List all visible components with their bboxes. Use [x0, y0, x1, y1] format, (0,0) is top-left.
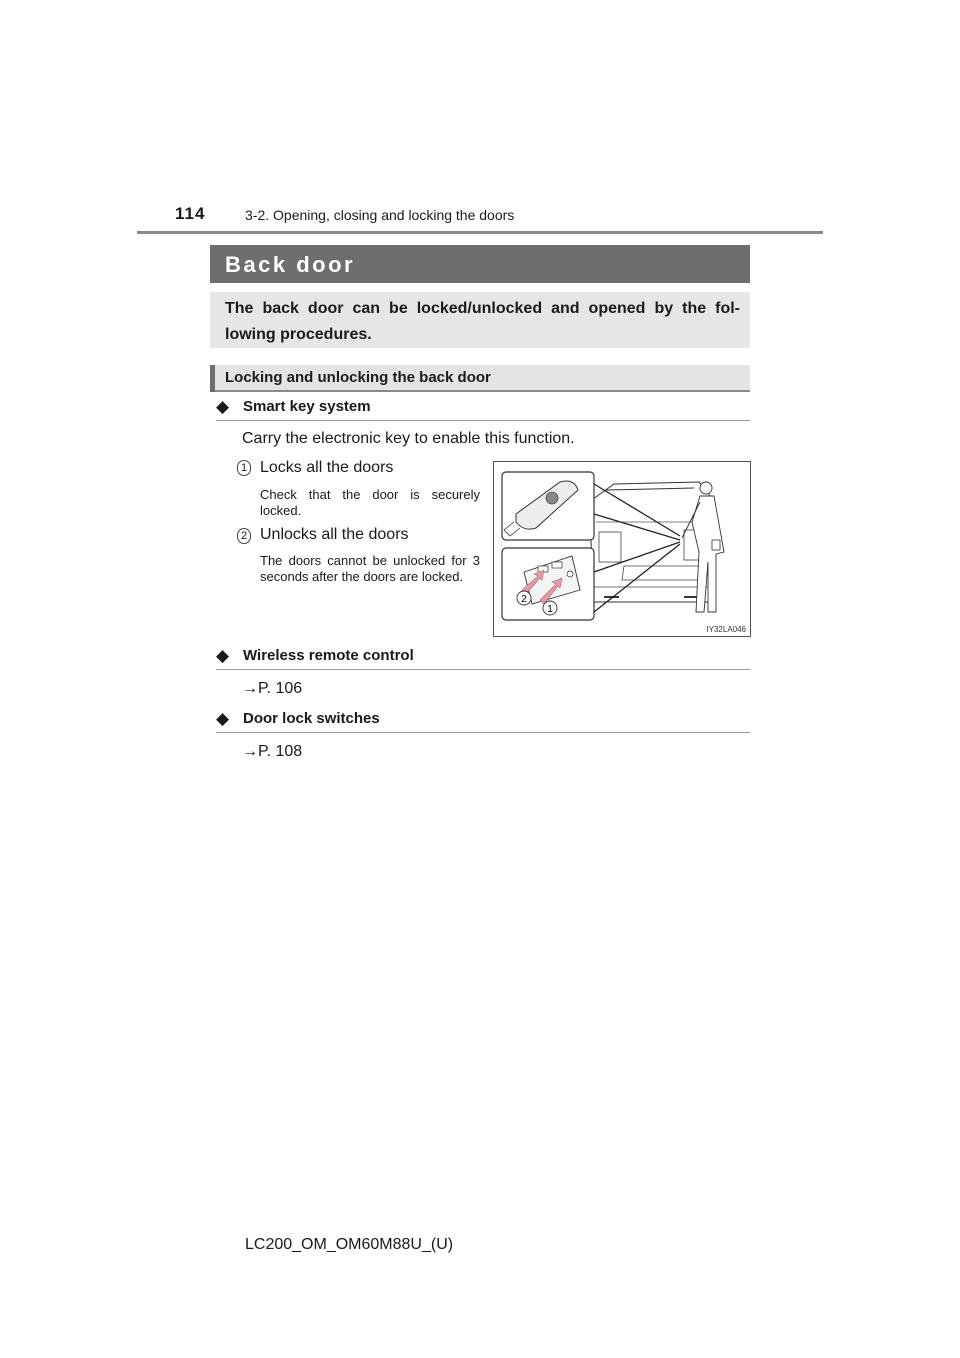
diamond-bullet-icon: ◆: [216, 709, 230, 728]
door-lock-heading-text: Door lock switches: [243, 710, 380, 727]
header-divider: [137, 231, 823, 234]
subheading-accent: [210, 365, 215, 392]
title-bar: [210, 245, 750, 283]
vehicle-rear-drawing: [494, 462, 750, 636]
item-number-1: 1: [237, 460, 251, 476]
subheading-bar: [210, 365, 750, 392]
door-lock-page-ref[interactable]: →P. 108: [242, 743, 303, 760]
item-number-2: 2: [237, 528, 251, 544]
wireless-heading: [216, 645, 750, 670]
door-lock-heading: [216, 708, 750, 733]
diamond-bullet-icon: ◆: [216, 397, 230, 416]
smart-key-description: Carry the electronic key to enable this function.: [242, 430, 575, 447]
back-door-illustration: [493, 461, 751, 637]
page-title: Back door: [225, 252, 356, 277]
smart-key-heading-text: Smart key system: [243, 398, 371, 415]
diamond-bullet-icon: ◆: [216, 646, 230, 665]
intro-text: The back door can be locked/unlocked and opened by the fol-lowing procedures.: [225, 300, 740, 343]
wireless-heading-text: Wireless remote control: [243, 647, 414, 664]
section-breadcrumb: 3-2. Opening, closing and locking the doors: [245, 207, 515, 223]
callout-2: 2: [521, 594, 527, 605]
footer-doc-code: LC200_OM_OM60M88U_(U): [245, 1236, 454, 1253]
item-note-unlock: The doors cannot be unlocked for 3 seconds after the doors are locked.: [260, 553, 480, 584]
item-label-lock: Locks all the doors: [260, 459, 394, 476]
illustration-code: IY32LA046: [706, 625, 746, 634]
wireless-page-ref[interactable]: →P. 106: [242, 680, 303, 697]
intro-box: [210, 292, 750, 348]
page-number: 114: [175, 204, 206, 223]
item-label-unlock: Unlocks all the doors: [260, 526, 409, 543]
smart-key-heading: [216, 396, 750, 421]
item-note-lock: Check that the door is securely locked.: [260, 487, 480, 518]
subheading-text: Locking and unlocking the back door: [225, 369, 491, 386]
callout-1: 1: [547, 604, 553, 615]
